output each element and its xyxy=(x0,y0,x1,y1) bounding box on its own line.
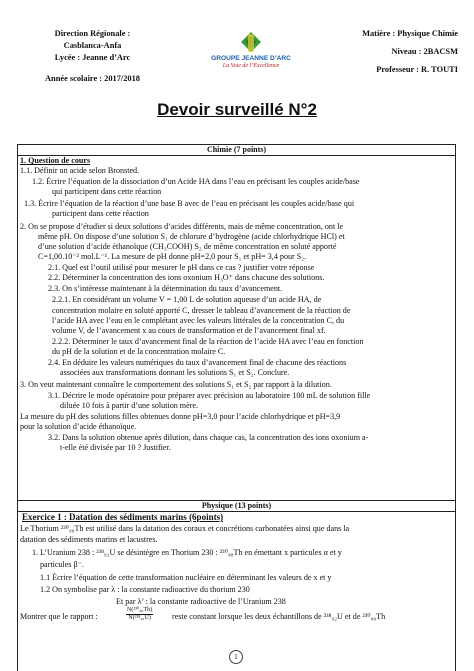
question-2-2-2-l2: du pH de la solution et de la concentration molaire C. xyxy=(52,347,226,356)
school-year-label: Année scolaire : 2017/2018 xyxy=(45,73,140,83)
logo-motto: La Voie de l’Excellence xyxy=(222,63,280,69)
school-label: Lycée : Jeanne d’Arc xyxy=(54,53,131,63)
question-2-1: 2.1. Quel est l’outil utilisé pour mesurer le pH dans ce cas ? justifier votre réponse xyxy=(48,263,315,272)
city-label: Casblanca-Anfa xyxy=(63,41,122,51)
question-p1: 1. L’Uranium 238 : ²³⁸₉₂U se désintègre en Thorium 230 : ²³⁰₉₀Th en émettant x particules α et y xyxy=(32,548,342,557)
question-2-2-1-l4: volume V, de l’avancement x au cours de transformation et de l’avancement final xf. xyxy=(52,326,326,335)
ratio-fraction xyxy=(126,607,153,622)
thorium-intro-l2: datation des sédiments marins et lacustres. xyxy=(20,535,158,544)
question-2-2-1: 2.2.1. En considérant un volume V = 1,00 L de solution aqueuse d’un acide HA, de xyxy=(52,295,322,304)
question-2-intro: 2. On se propose d’étudier si deux solutions d’acides différents, mais de même concentration, ont le xyxy=(20,222,344,231)
ratio-denominator: N(²³⁸₉₂U) xyxy=(128,615,151,621)
logo-name: GROUPE JEANNE D’ARC xyxy=(211,55,291,62)
question-3-intro: 3. On veut maintenant connaître le comportement des solutions S₁ et S₂ par rapport à la dilution. xyxy=(20,380,332,389)
thorium-intro: Le Thorium ²³⁰₉₀Th est utilisé dans la datation des coraux et concrétions carbonatées ainsi que dans la xyxy=(20,524,350,533)
question-1-1: 1.1. Définir un acide selon Bronsted. xyxy=(20,166,140,175)
question-3-2: 3.2. Dans la solution obtenue après dilution, dans chaque cas, la concentration des ions oxonium a- xyxy=(48,433,369,442)
question-2-intro-l2: même pH. On dispose d’une solution S₁ de chlorure d’hydrogène (acide chlorhydrique HCl) et xyxy=(38,232,345,241)
header-left xyxy=(20,28,165,85)
question-1-3: 1.3. Écrire l’équation de la réaction d’une base B avec de l’eau en précisant les couples acide/base qui xyxy=(24,199,355,208)
question-2-2-2: 2.2.2. Déterminer le taux d’avancement final de la réaction de l’acide HA avec l’eau en fonction xyxy=(52,337,364,346)
question-3-1-l2: diluée 10 fois à partir d’une solution mère. xyxy=(60,401,199,410)
question-p1-1: 1.1 Écrire l’équation de cette transformation nucléaire en déterminant les valeurs de x et y xyxy=(40,573,332,582)
cours-heading: 1. Question de cours xyxy=(20,156,91,165)
question-1-3-cont: participent dans cette réaction xyxy=(52,209,149,218)
chimie-heading: Chimie (7 points) xyxy=(17,144,456,156)
subject-label: Matière : Physique Chimie xyxy=(362,29,458,38)
question-2-2: 2.2. Déterminer la concentration des ions oxonium H₃O⁺ dans chacune des solutions. xyxy=(48,273,325,282)
dilution-measure-l2: pour la solution d’acide éthanoïque. xyxy=(20,422,137,431)
ratio-statement: reste constant lorsque les deux échantillons de ²³⁸₉₂U et de ²³⁰₉₀Th xyxy=(172,612,386,621)
question-2-4-l2: associées aux transformations donnant les solutions S₁ et S₂. Conclure. xyxy=(60,368,290,377)
ratio-prompt: Montrer que le rapport : xyxy=(20,612,98,621)
teacher-label: Professeur : R. TOUTI xyxy=(376,65,458,75)
physique-heading: Physique (13 points) xyxy=(17,500,456,512)
question-2-3: 2.3. On s’intéresse maintenant à la détermination du taux d’avancement. xyxy=(48,284,283,293)
question-2-intro-l3: d’une solution d’acide éthanoïque (CH₃COOH) S₂ de même concentration en soluté apporté xyxy=(38,242,337,251)
exercise-1-title: Exercice 1 : Datation des sédiments marins (6points) xyxy=(22,512,224,522)
question-p1-2: 1.2 On symbolise par λ : la constante radioactive du thorium 230 xyxy=(40,585,250,594)
question-3-2-l2: t-elle été divisée par 10 ? Justifier. xyxy=(60,443,171,452)
page-number: 1 xyxy=(229,650,243,664)
ratio-numerator: N(²³⁰₉₀Th) xyxy=(127,607,153,613)
question-2-2-1-l2: concentration molaire en soluté apporté C, dresser le tableau d’avancement de la réaction de xyxy=(52,306,351,315)
question-1-2-cont: qui participent dans cette réaction xyxy=(52,187,162,196)
question-2-2-1-l3: l’acide HA avec l’eau en le complétant avec les valeurs littérales de la concentration C, du xyxy=(52,316,345,325)
question-2-intro-l4: C=1,00.10⁻² mol.L⁻¹. La mesure de pH donne pH=2,0 pour S₁ et pH= 3,4 pour S₂. xyxy=(38,252,307,261)
region-label: Direction Régionale : xyxy=(54,29,131,38)
question-p1-2-l2: Et par λ’ : la constante radioactive de l’Uranium 238 xyxy=(116,597,286,606)
header-right xyxy=(308,28,458,77)
level-label: Niveau : 2BACSM xyxy=(391,47,458,57)
exam-title: Devoir surveillé N°2 xyxy=(157,100,317,119)
question-2-4: 2.4. En déduire les valeurs numériques du taux d’avancement final de chacune des réactions xyxy=(48,358,347,367)
dilution-measure: La mesure du pH des solutions filles obtenues donne pH=3,0 pour l’acide chlorhydrique et pH=3,9 xyxy=(20,412,341,421)
question-3-1: 3.1. Décrire le mode opératoire pour préparer avec précision au laboratoire 100 mL de solution fille xyxy=(48,391,371,400)
question-1-2: 1.2. Écrire l’équation de la dissociation d’un Acide HA dans l’eau en précisant les couples acide/base xyxy=(32,177,360,186)
question-p1-l2: particules β⁻. xyxy=(40,560,84,569)
